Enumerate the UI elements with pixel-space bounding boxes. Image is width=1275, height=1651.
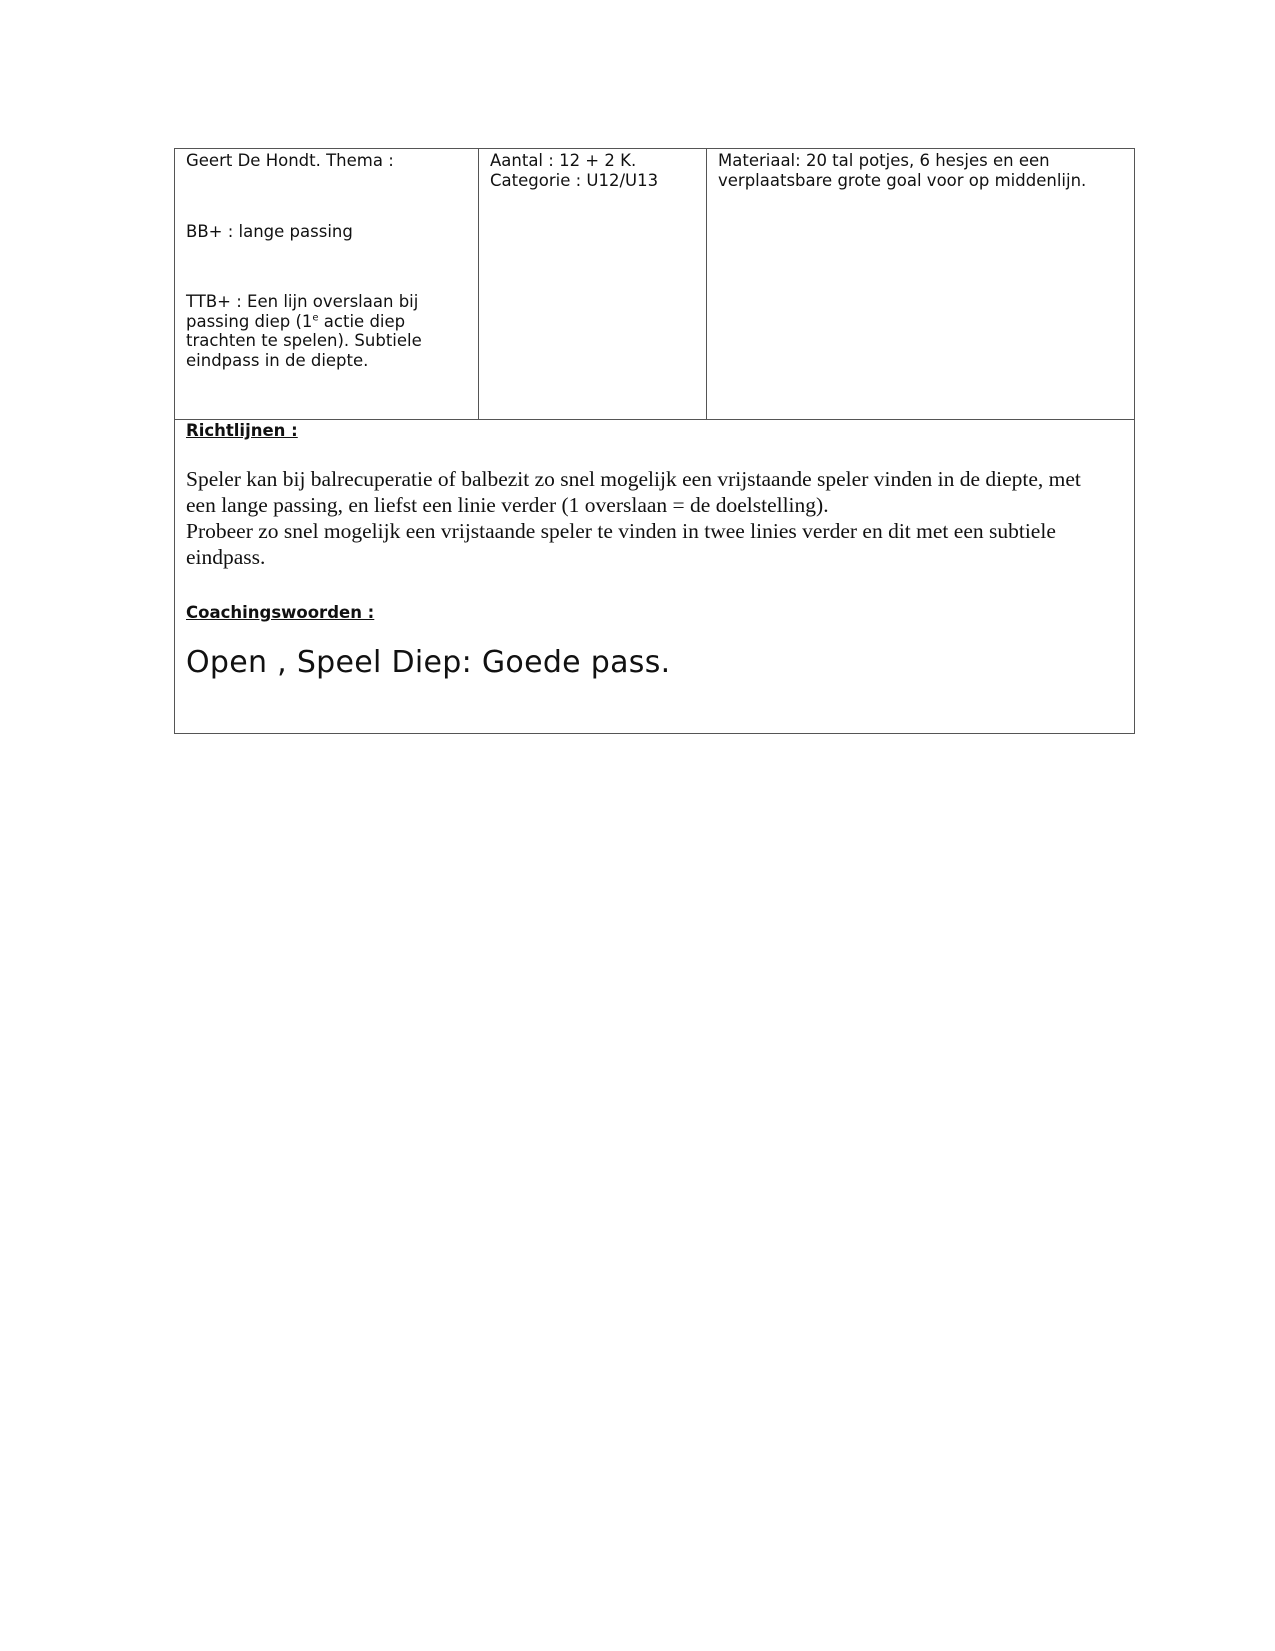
aantal-text: Aantal : 12 + 2 K. [490, 151, 637, 170]
coaching-words: Open , Speel Diep: Goede pass. [186, 645, 671, 680]
bb-plus-text: BB+ : lange passing [186, 221, 353, 241]
training-sheet-table [174, 148, 1135, 734]
ttb-superscript: e [312, 312, 319, 323]
categorie-text: Categorie : U12/U13 [490, 170, 659, 190]
guidelines-text [186, 466, 1106, 570]
ttb-plus-text [186, 292, 436, 370]
material-line-2: verplaatsbare grote goal voor op middenlijn. [718, 170, 1087, 190]
author-theme-label: Geert De Hondt. Thema : [186, 151, 394, 170]
ttb-text-part2: actie diep trachten te spelen). Subtiele eindpass in de diepte. [186, 311, 422, 370]
ttb-text-part1: TTB+ : Een lijn overslaan bij passing diep (1 [186, 292, 419, 331]
table-header-row [175, 149, 1134, 420]
material-cell [707, 149, 1134, 419]
guidelines-row [175, 420, 1134, 733]
theme-cell [175, 149, 479, 419]
material-line-1: Materiaal: 20 tal potjes, 6 hesjes en een [718, 151, 1050, 170]
coaching-heading: Coachingswoorden : [186, 603, 375, 622]
count-category-cell [479, 149, 707, 419]
guidelines-paragraph-1: Speler kan bij balrecuperatie of balbezit zo snel mogelijk een vrijstaande speler vinden in de diepte, met een lange passing, en liefst een linie verder (1 overslaan = de doelstelling). [186, 467, 1081, 517]
guidelines-paragraph-2: Probeer zo snel mogelijk een vrijstaande speler te vinden in twee linies verder en dit met een subtiele eindpass. [186, 519, 1056, 569]
richtlijnen-heading: Richtlijnen : [186, 421, 298, 440]
